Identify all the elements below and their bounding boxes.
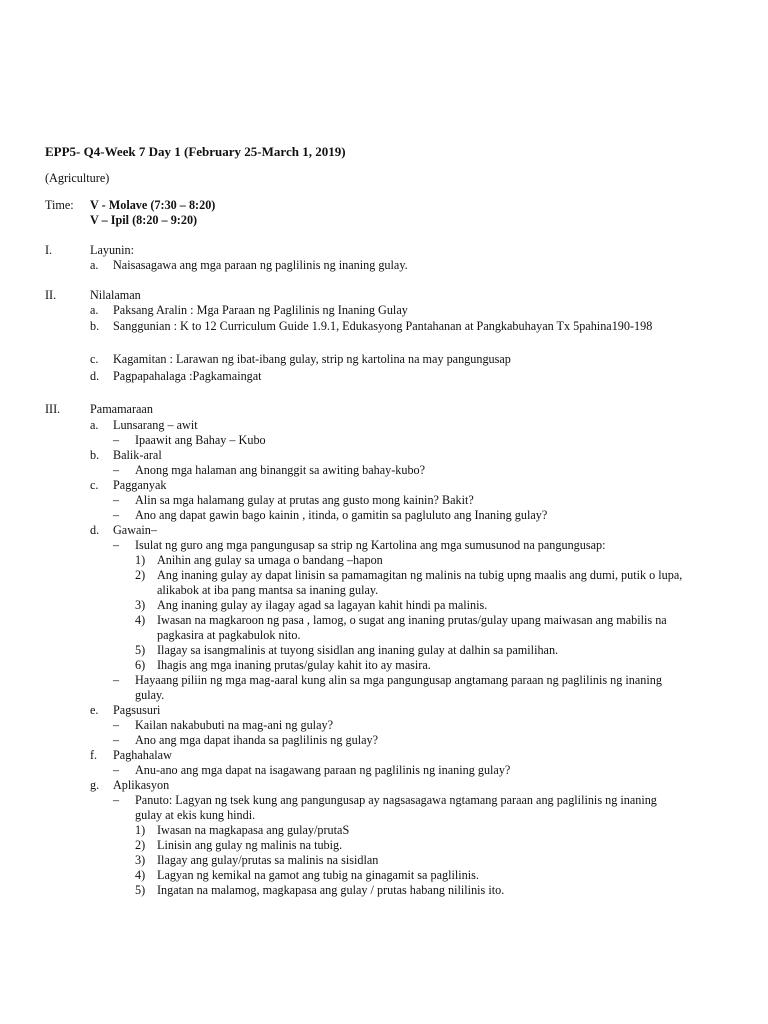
- bullet-text: Alin sa mga halamang gulay at prutas ang gusto mong kainin? Bakit?: [135, 493, 474, 507]
- numbered-text: Ilagay ang gulay/prutas sa malinis na sisidlan: [157, 853, 379, 867]
- section-heading: Layunin:: [90, 243, 135, 257]
- dash-bullet: –: [113, 718, 120, 732]
- time-schedule-2: V – Ipil (8:20 – 9:20): [90, 213, 198, 227]
- section-number: III.: [45, 402, 61, 416]
- item-text: Pagganyak: [113, 478, 167, 492]
- section-heading: Nilalaman: [90, 288, 141, 302]
- item-letter: e.: [90, 703, 99, 717]
- number-marker: 1): [135, 823, 146, 837]
- numbered-text: Ilagay sa isangmalinis at tuyong sisidlan ang inaning gulay at dalhin sa pamilihan.: [157, 643, 559, 657]
- bullet-text: Ano ang dapat gawin bago kainin , itinda, o gamitin sa pagluluto ang Inaning gulay?: [135, 508, 548, 522]
- item-letter: f.: [90, 748, 98, 762]
- bullet-text: Isulat ng guro ang mga pangungusap sa strip ng Kartolina ang mga sumusunod na pangungusap:: [135, 538, 606, 552]
- dash-bullet: –: [113, 793, 120, 807]
- item-letter: a.: [90, 258, 99, 272]
- section-heading: Pamamaraan: [90, 402, 153, 416]
- bullet-text: Kailan nakabubuti na mag-ani ng gulay?: [135, 718, 333, 732]
- dash-bullet: –: [113, 763, 120, 777]
- item-text: Paghahalaw: [113, 748, 172, 762]
- section-number: I.: [45, 243, 53, 257]
- time-label: Time:: [45, 198, 74, 212]
- item-text: Pagpapahalaga :Pagkamaingat: [113, 369, 262, 383]
- number-marker: 3): [135, 853, 146, 867]
- dash-bullet: –: [113, 508, 120, 522]
- numbered-text: Anihin ang gulay sa umaga o bandang –hapon: [157, 553, 383, 567]
- item-text: Pagsusuri: [113, 703, 161, 717]
- item-text: Gawain–: [113, 523, 157, 537]
- item-text: Aplikasyon: [113, 778, 170, 792]
- numbered-text: Ang inaning gulay ay dapat linisin sa pamamagitan ng malinis na tubig upng maalis ang dumi, putik o lupa,: [157, 568, 683, 582]
- bullet-text: Panuto: Lagyan ng tsek kung ang pangungusap ay nagsasagawa ngtamang paraan ang paglilinis ng inaning: [135, 793, 657, 807]
- number-marker: 5): [135, 643, 146, 657]
- item-text: Balik-aral: [113, 448, 162, 462]
- number-marker: 6): [135, 658, 146, 672]
- item-letter: b.: [90, 448, 100, 462]
- numbered-text: pagkasira at pagkabulok nito.: [157, 628, 301, 642]
- dash-bullet: –: [113, 538, 120, 552]
- dash-bullet: –: [113, 673, 120, 687]
- dash-bullet: –: [113, 733, 120, 747]
- number-marker: 5): [135, 883, 146, 897]
- item-letter: c.: [90, 352, 99, 366]
- item-letter: b.: [90, 319, 100, 333]
- dash-bullet: –: [113, 463, 120, 477]
- number-marker: 2): [135, 568, 146, 582]
- numbered-text: Iwasan na magkaroon ng pasa , lamog, o sugat ang inaning prutas/gulay upang maiwasan ang mabilis na: [157, 613, 667, 627]
- bullet-text: gulay at ekis kung hindi.: [135, 808, 256, 822]
- item-letter: a.: [90, 418, 99, 432]
- subject-label: (Agriculture): [45, 171, 110, 185]
- bullet-text: Anu-ano ang mga dapat na isagawang paraan ng paglilinis ng inaning gulay?: [135, 763, 511, 777]
- number-marker: 4): [135, 868, 146, 882]
- lesson-title: EPP5- Q4-Week 7 Day 1 (February 25-March 1, 2019): [45, 144, 346, 159]
- item-letter: d.: [90, 369, 100, 383]
- number-marker: 3): [135, 598, 146, 612]
- time-schedule-1: V - Molave (7:30 – 8:20): [90, 198, 216, 212]
- item-letter: a.: [90, 303, 99, 317]
- numbered-text: alikabok at iba pang mantsa sa inaning gulay.: [157, 583, 379, 597]
- item-text: Paksang Aralin : Mga Paraan ng Paglilinis ng Inaning Gulay: [113, 303, 408, 317]
- numbered-text: Lagyan ng kemikal na gamot ang tubig na ginagamit sa paglilinis.: [157, 868, 479, 882]
- bullet-text: Hayaang piliin ng mga mag-aaral kung alin sa mga pangungusap angtamang paraan ng paglilinis ng inaning: [135, 673, 662, 687]
- item-text: Lunsarang – awit: [113, 418, 198, 432]
- bullet-text: Ano ang mga dapat ihanda sa paglilinis ng gulay?: [135, 733, 379, 747]
- item-text: Naisasagawa ang mga paraan ng paglilinis ng inaning gulay.: [113, 258, 408, 272]
- dash-bullet: –: [113, 493, 120, 507]
- item-letter: c.: [90, 478, 99, 492]
- number-marker: 4): [135, 613, 146, 627]
- section-number: II.: [45, 288, 57, 302]
- number-marker: 2): [135, 838, 146, 852]
- dash-bullet: –: [113, 433, 120, 447]
- bullet-text: gulay.: [135, 688, 165, 702]
- bullet-text: Ipaawit ang Bahay – Kubo: [135, 433, 266, 447]
- bullet-text: Anong mga halaman ang binanggit sa awiting bahay-kubo?: [135, 463, 426, 477]
- item-letter: d.: [90, 523, 100, 537]
- numbered-text: Iwasan na magkapasa ang gulay/prutaS: [157, 823, 350, 837]
- numbered-text: Ihagis ang mga inaning prutas/gulay kahit ito ay masira.: [157, 658, 431, 672]
- item-text: Kagamitan : Larawan ng ibat-ibang gulay, strip ng kartolina na may pangungusap: [113, 352, 511, 366]
- numbered-text: Linisin ang gulay ng malinis na tubig.: [157, 838, 343, 852]
- item-letter: g.: [90, 778, 100, 792]
- numbered-text: Ingatan na malamog, magkapasa ang gulay / prutas habang nililinis ito.: [157, 883, 505, 897]
- item-text: Sanggunian : K to 12 Curriculum Guide 1.9.1, Edukasyong Pantahanan at Pangkabuhayan Tx 5pahina190-198: [113, 319, 653, 333]
- numbered-text: Ang inaning gulay ay ilagay agad sa lagayan kahit hindi pa malinis.: [157, 598, 488, 612]
- number-marker: 1): [135, 553, 146, 567]
